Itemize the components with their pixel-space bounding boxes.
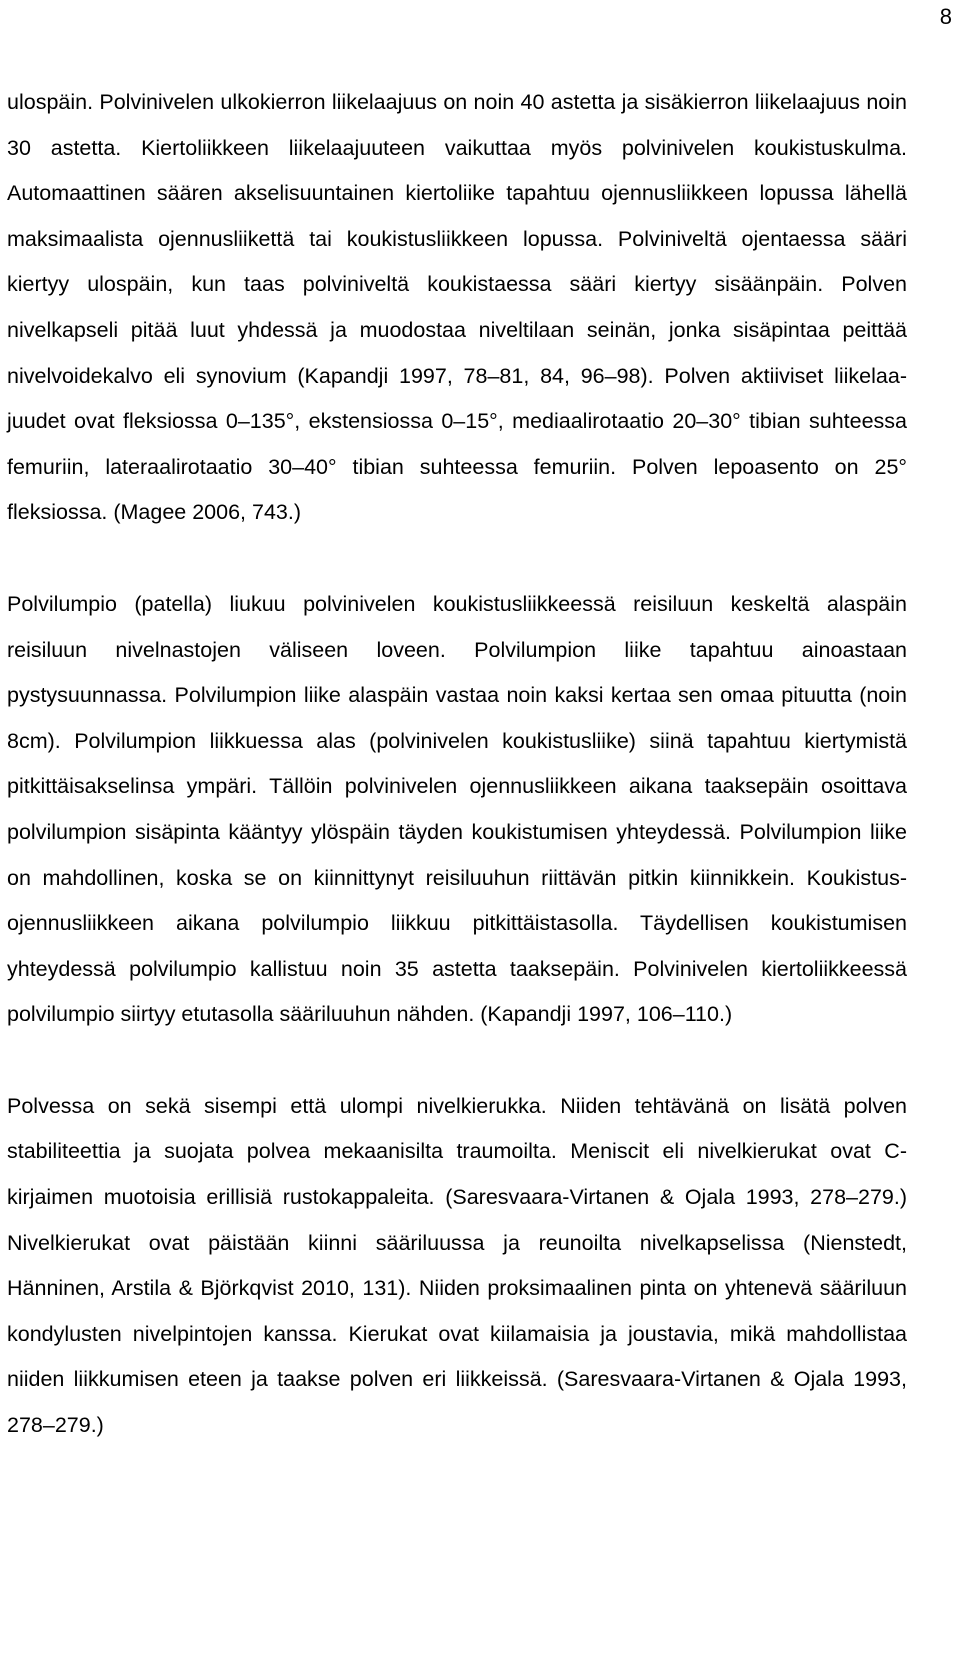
page-number: 8 [939,4,952,29]
paragraph-knee-rotation: ulospäin. Polvinivelen ulkokierron liikelaajuus on noin 40 astetta ja sisäkierron liikelaajuus noin 30 astetta. Kiertoliikkeen liikelaajuuteen vaikuttaa myös polvinivelen koukistuskulma. Automaattinen säären akselisuuntainen kiertoliike tapahtuu ojennusliikkeen lopussa lähellä maksimaalista ojennusliikettä tai koukistusliikkeen lopussa. Polviniveltä ojentaessa sääri kiertyy ulospäin, kun taas polviniveltä koukistaessa sääri kiertyy sisäänpäin. Polven nivelkapseli pitää luut yhdessä ja muodostaa niveltilaan seinän, jonka sisäpintaa peittää nivelvoidekalvo eli synovium (Kapandji 1997, 78–81, 84, 96–98). Polven aktiiviset liikelaajuudet ovat fleksiossa 0–135°, ekstensiossa 0–15°, mediaalirotaatio 20–30° tibian suhteessa femuriin, lateraalirotaatio 30–40° tibian suhteessa femuriin. Polven lepoasento on 25° fleksiossa. (Magee 2006, 743.) [7,90,907,525]
paragraph-menisci: Polvessa on sekä sisempi että ulompi nivelkierukka. Niiden tehtävänä on lisätä polven stabiliteettia ja suojata polvea mekaanisilta traumoilta. Meniscit eli nivelkierukat ovat C-kirjaimen muotoisia erillisiä rustokappaleita. (Saresvaara-Virtanen & Ojala 1993, 278–279.) Nivelkierukat ovat päistään kiinni sääriluussa ja reunoilta nivelkapselissa (Nienstedt, Hänninen, Arstila & Björkqvist 2010, 131). Niiden proksimaalinen pinta on yhtenevä sääriluun kondylusten nivelpintojen kanssa. Kierukat ovat kiilamaisia ja joustavia, mikä mahdollistaa niiden liikkumisen eteen ja taakse polven eri liikkeissä. (Saresvaara-Virtanen & Ojala 1993, 278–279.) [7,1093,907,1438]
paragraph-patella: Polvilumpio (patella) liukuu polvinivelen koukistusliikkeessä reisiluun keskeltä alaspäin reisiluun nivelnastojen väliseen loveen. Polvilumpion liike tapahtuu ainoastaan pystysuunnassa. Polvilumpion liike alaspäin vastaa noin kaksi kertaa sen omaa pituutta (noin 8cm). Polvilumpion liikkuessa alas (polvinivelen koukistusliike) siinä tapahtuu kiertymistä pitkittäisakselinsa ympäri. Tällöin polvinivelen ojennusliikkeen aikana taaksepäin osoittava polvilumpion sisäpinta kääntyy ylöspäin täyden koukistumisen yhteydessä. Polvilumpion liike on mahdollinen, koska se on kiinnittynyt reisiluuhun riittävän pitkin kiinnikkein. Koukistus-ojennusliikkeen aikana polvilumpio liikkuu pitkittäistasolla. Täydellisen koukistumisen yhteydessä polvilumpio kallistuu noin 35 astetta taaksepäin. Polvinivelen kiertoliikkeessä polvilumpio siirtyy etutasolla sääriluuhun nähden. (Kapandji 1997, 106–110.) [7,591,907,1027]
document-body [7,80,907,1449]
